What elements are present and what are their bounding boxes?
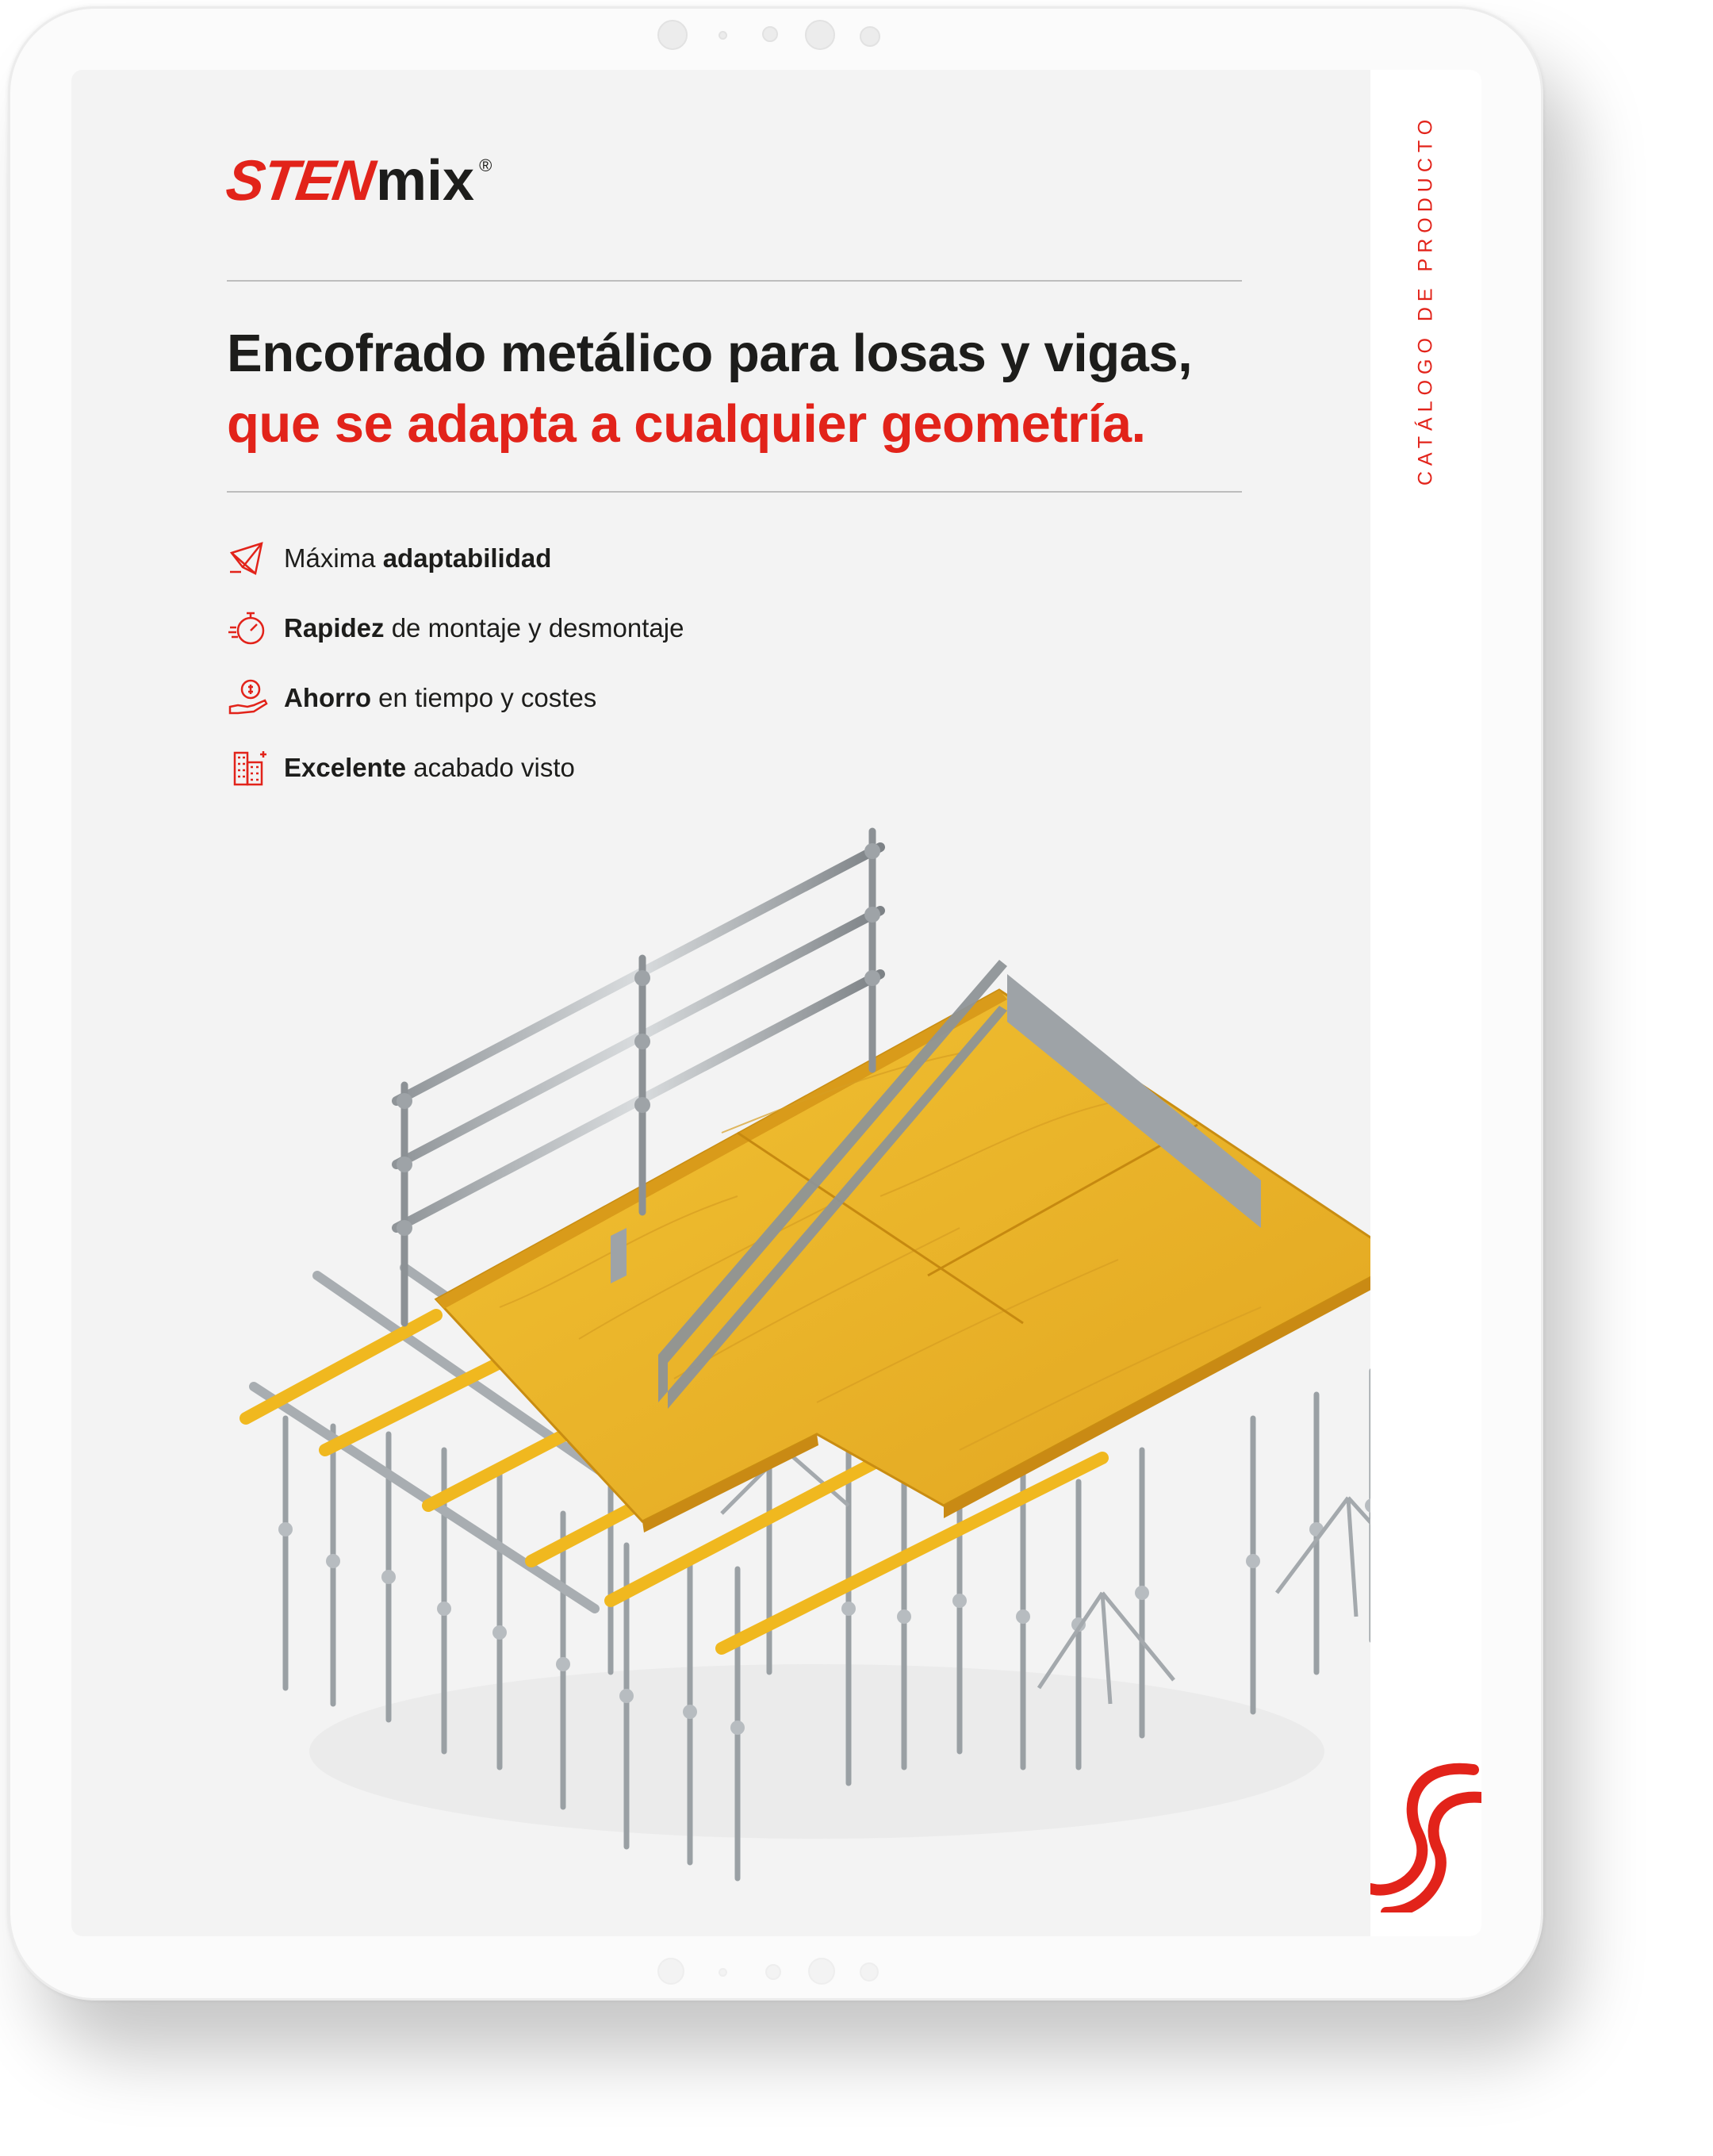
bottom-sensor [657,1958,684,1985]
bottom-lens-2 [860,1962,879,1981]
sidebar-strip [1370,70,1481,1936]
feature-text: Máxima adaptabilidad [284,543,552,573]
stenmix-logo: STEN mix ® [222,149,492,213]
headline-line-1: Encofrado metálico para losas y vigas, [227,324,1193,383]
page-title [227,318,1274,459]
stopwatch-icon [227,607,270,650]
tablet-frame [8,6,1543,2001]
top-divider [227,280,1242,282]
formwork-illustration [167,720,1451,1894]
feature-text: Ahorro en tiempo y costes [284,683,597,712]
bottom-dot [719,1968,727,1977]
feature-item [227,535,684,582]
bottom-lens [808,1958,835,1985]
sensor-small [860,26,880,47]
adaptability-icon [227,537,270,580]
feature-text: Rapidez de montaje y desmontaje [284,613,684,643]
feature-text: Excelente acabado visto [284,753,575,782]
feature-item [227,604,684,652]
catalog-label: CATÁLOGO DE PRODUCTO [1414,113,1437,486]
camera-lens [805,20,835,50]
sensor [762,26,778,42]
catalog-cover[interactable] [71,70,1481,1936]
feature-item [227,674,684,722]
savings-hand-icon [227,677,270,719]
bottom-sensor-2 [765,1964,781,1980]
brand-s-mark [1370,1754,1481,1912]
headline-line-2: que se adapta a cualquier geometría. [227,394,1146,454]
sensor-dot [719,31,727,40]
front-camera [657,20,688,50]
bottom-divider [227,491,1242,493]
